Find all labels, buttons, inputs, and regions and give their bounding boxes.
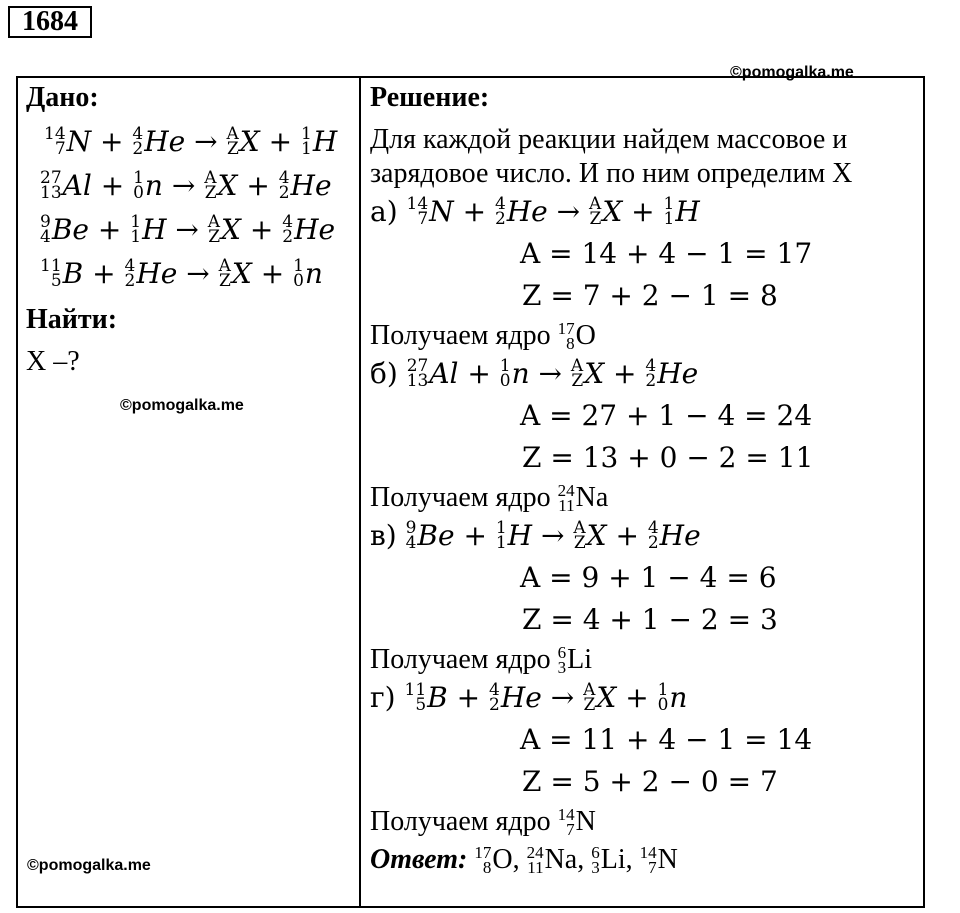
- nuclide: [658, 681, 688, 714]
- charge-number: 0: [657, 694, 669, 715]
- mass-number: 6: [591, 842, 600, 862]
- element-symbol: He: [657, 357, 699, 390]
- plus-sign: +: [458, 357, 500, 390]
- mass-number: 9: [40, 211, 51, 232]
- charge-number: 3: [557, 657, 567, 677]
- element-symbol: Al: [429, 357, 459, 390]
- part-label: б): [370, 357, 407, 390]
- solution-intro-line1: Для каждой реакции найдем массовое и: [370, 124, 848, 155]
- answer-nuclides: [474, 844, 678, 875]
- nuclide: [589, 195, 622, 228]
- nuclide: [648, 519, 701, 552]
- element-symbol: X: [584, 357, 605, 390]
- mass-number: 4: [132, 123, 144, 144]
- arrow-sign: →: [529, 357, 571, 390]
- part-result: [370, 482, 608, 515]
- element-symbol: N: [66, 125, 92, 158]
- nuclide-numbers: [226, 123, 239, 159]
- charge-number: 5: [415, 694, 427, 715]
- mass-equation: A = 9 + 1 − 4 = 6: [520, 561, 777, 594]
- mass-number: 1: [495, 517, 507, 538]
- nuclide-numbers: [293, 255, 304, 291]
- nuclide-numbers: [639, 842, 657, 877]
- nuclide: [558, 482, 609, 513]
- nuclide-numbers: [44, 123, 66, 159]
- nuclide-numbers: [647, 517, 659, 553]
- nuclide-numbers: [557, 318, 575, 353]
- result-prefix: Получаем ядро: [370, 482, 558, 513]
- charge-number: 11: [527, 857, 544, 877]
- nuclide-numbers: [657, 679, 669, 715]
- element-symbol: Li: [600, 844, 626, 875]
- nuclide: [645, 357, 698, 390]
- nuclide: [591, 844, 625, 875]
- charge-number: 7: [566, 819, 575, 839]
- element-symbol: N: [657, 844, 678, 875]
- plus-sign: +: [251, 257, 294, 290]
- charge-number: 1: [130, 226, 142, 247]
- part-reaction: [370, 355, 699, 391]
- reaction: [40, 213, 335, 246]
- nuclide-numbers: [204, 167, 217, 203]
- reaction: [405, 681, 688, 714]
- reaction: [44, 125, 337, 158]
- arrow-sign: →: [547, 195, 590, 228]
- nuclide-numbers: [282, 211, 294, 247]
- solution-intro-line2: зарядовое число. И по ним определим X: [370, 158, 853, 189]
- mass-number: 11: [404, 679, 427, 700]
- part-result: [370, 806, 596, 839]
- mass-number: A: [589, 193, 602, 214]
- nuclide-numbers: [557, 804, 575, 839]
- nuclide: [558, 320, 596, 351]
- arrow-sign: →: [177, 257, 219, 290]
- element-symbol: Be: [51, 213, 89, 246]
- element-symbol: He: [144, 125, 186, 158]
- charge-number: 7: [417, 208, 429, 229]
- reaction: [407, 357, 699, 390]
- plus-sign: +: [447, 681, 489, 714]
- charge-number: 2: [124, 270, 136, 291]
- mass-equation: A = 27 + 1 − 4 = 24: [520, 399, 813, 432]
- nuclide: [558, 644, 592, 675]
- part-reaction: [370, 193, 700, 229]
- nuclide-numbers: [557, 642, 567, 677]
- nuclide: [293, 257, 323, 290]
- nuclide: [406, 519, 455, 552]
- nuclide-numbers: [278, 167, 290, 203]
- charge-number: 11: [558, 495, 575, 515]
- mass-number: 1: [657, 679, 669, 700]
- nuclide: [40, 257, 83, 290]
- nuclide-numbers: [130, 211, 142, 247]
- plus-sign: +: [259, 125, 301, 158]
- nuclide-numbers: [133, 167, 144, 203]
- charge-number: Z: [573, 532, 586, 553]
- charge-number: 13: [406, 370, 429, 391]
- mass-number: 24: [557, 480, 575, 500]
- reaction: [406, 519, 701, 552]
- solution-heading: Решение:: [370, 82, 490, 113]
- element-symbol: He: [506, 195, 548, 228]
- element-symbol: X: [602, 195, 623, 228]
- nuclide: [208, 213, 241, 246]
- charge-number: 0: [499, 370, 511, 391]
- plus-sign: +: [604, 357, 646, 390]
- plus-sign: +: [237, 169, 279, 202]
- nuclide-numbers: [557, 480, 575, 515]
- mass-number: 24: [526, 842, 544, 862]
- element-symbol: Be: [417, 519, 455, 552]
- watermark-bottom: ©pomogalka.me: [27, 857, 151, 874]
- mass-number: 4: [278, 167, 290, 188]
- given-reaction: [40, 167, 332, 203]
- mass-number: 14: [44, 123, 66, 144]
- part-label: г): [370, 681, 405, 714]
- charge-number: 0: [133, 182, 144, 203]
- mass-number: 17: [557, 318, 575, 338]
- plus-sign: +: [622, 195, 664, 228]
- element-symbol: n: [669, 681, 688, 714]
- charge-number: 1: [663, 208, 675, 229]
- mass-number: 14: [557, 804, 575, 824]
- nuclide-numbers: [124, 255, 136, 291]
- nuclide-numbers: [583, 679, 596, 715]
- arrow-sign: →: [185, 125, 227, 158]
- nuclide-numbers: [488, 679, 500, 715]
- mass-number: 1: [293, 255, 304, 276]
- element-symbol: Al: [62, 169, 92, 202]
- nuclide-numbers: [40, 211, 51, 247]
- nuclide: [571, 357, 604, 390]
- nuclide-numbers: [494, 193, 506, 229]
- element-symbol: N: [429, 195, 454, 228]
- watermark-middle: ©pomogalka.me: [120, 397, 244, 414]
- nuclide-numbers: [645, 355, 657, 391]
- mass-number: 4: [282, 211, 294, 232]
- charge-number: Z: [571, 370, 584, 391]
- element-symbol: He: [500, 681, 542, 714]
- nuclide: [133, 169, 163, 202]
- element-symbol: H: [312, 125, 338, 158]
- charge-number: 7: [648, 857, 657, 877]
- nuclide-numbers: [570, 355, 584, 391]
- part-reaction: [370, 679, 688, 715]
- charge-number: 2: [278, 182, 290, 203]
- mass-number: A: [583, 679, 596, 700]
- nuclide-numbers: [406, 193, 429, 229]
- mass-number: 4: [488, 679, 500, 700]
- element-symbol: X: [221, 213, 241, 246]
- plus-sign: +: [91, 169, 134, 202]
- element-symbol: H: [507, 519, 533, 552]
- element-symbol: He: [294, 213, 336, 246]
- nuclide-numbers: [207, 211, 221, 247]
- plus-sign: +: [88, 213, 131, 246]
- arrow-sign: →: [532, 519, 574, 552]
- charge-number: Z: [208, 226, 221, 247]
- mass-equation: A = 14 + 4 − 1 = 17: [520, 237, 813, 270]
- arrow-sign: →: [541, 681, 584, 714]
- charge-equation: Z = 7 + 2 − 1 = 8: [522, 279, 778, 312]
- charge-number: 3: [591, 857, 600, 877]
- charge-number: 8: [566, 333, 575, 353]
- plus-sign: +: [91, 125, 133, 158]
- result-prefix: Получаем ядро: [370, 320, 558, 351]
- given-reaction: [40, 211, 336, 247]
- mass-number: 14: [406, 193, 429, 214]
- find-heading: Найти:: [26, 304, 118, 335]
- nuclide: [583, 681, 616, 714]
- charge-number: 4: [405, 532, 417, 553]
- result-prefix: Получаем ядро: [370, 644, 558, 675]
- nuclide-numbers: [663, 193, 675, 229]
- element-symbol: H: [675, 195, 700, 228]
- nuclide-numbers: [132, 123, 144, 159]
- charge-number: 8: [482, 857, 492, 877]
- reaction: [407, 195, 700, 228]
- answer-separator: ,: [577, 844, 592, 875]
- charge-number: Z: [589, 208, 602, 229]
- nuclide-numbers: [406, 355, 429, 391]
- element-symbol: X: [586, 519, 607, 552]
- element-symbol: X: [231, 257, 252, 290]
- nuclide: [500, 357, 530, 390]
- nuclide-numbers: [573, 517, 586, 553]
- given-reaction: [44, 123, 338, 159]
- element-symbol: H: [142, 213, 167, 246]
- charge-equation: Z = 13 + 0 − 2 = 11: [522, 441, 814, 474]
- nuclide: [40, 169, 92, 202]
- nuclide: [405, 681, 448, 714]
- mass-number: 27: [406, 355, 429, 376]
- charge-number: 2: [282, 226, 294, 247]
- mass-number: 9: [405, 517, 417, 538]
- part-result: [370, 320, 596, 353]
- nuclide: [496, 519, 532, 552]
- mass-number: 11: [40, 255, 62, 276]
- nuclide: [407, 357, 459, 390]
- charge-number: 2: [132, 138, 144, 159]
- charge-number: Z: [219, 270, 231, 291]
- charge-number: 13: [40, 182, 62, 203]
- nuclide: [279, 169, 332, 202]
- element-symbol: B: [62, 257, 84, 290]
- mass-number: 1: [300, 123, 312, 144]
- plus-sign: +: [454, 519, 496, 552]
- element-symbol: X: [217, 169, 238, 202]
- charge-number: 0: [293, 270, 304, 291]
- plus-sign: +: [606, 519, 648, 552]
- problem-number: 1684: [8, 6, 92, 38]
- part-result: [370, 644, 592, 677]
- mass-number: 14: [639, 842, 657, 862]
- reaction: [40, 169, 332, 202]
- arrow-sign: →: [162, 169, 205, 202]
- element-symbol: Na: [544, 844, 578, 875]
- nuclide: [407, 195, 454, 228]
- find-text: X –?: [26, 346, 80, 377]
- nuclide: [130, 213, 166, 246]
- mass-number: A: [570, 355, 584, 376]
- nuclide: [527, 844, 578, 875]
- watermark-top: ©pomogalka.me: [730, 64, 854, 81]
- charge-number: 2: [488, 694, 500, 715]
- mass-number: 27: [40, 167, 62, 188]
- part-label: а): [370, 195, 407, 228]
- plus-sign: +: [83, 257, 125, 290]
- nuclide: [664, 195, 700, 228]
- mass-number: 4: [645, 355, 657, 376]
- given-reaction: [40, 255, 323, 291]
- part-label: в): [370, 519, 406, 552]
- nuclide: [40, 213, 89, 246]
- nuclide-numbers: [495, 517, 507, 553]
- element-symbol: N: [575, 806, 596, 837]
- nuclide-numbers: [499, 355, 511, 391]
- reaction: [40, 257, 323, 290]
- mass-number: 1: [499, 355, 511, 376]
- nuclide-numbers: [526, 842, 544, 877]
- plus-sign: +: [453, 195, 495, 228]
- nuclide: [489, 681, 542, 714]
- answer-separator: ,: [625, 844, 640, 875]
- element-symbol: B: [427, 681, 448, 714]
- nuclide: [640, 844, 678, 875]
- nuclide: [227, 125, 260, 158]
- nuclide: [204, 169, 237, 202]
- charge-number: 5: [50, 270, 62, 291]
- charge-number: 7: [54, 138, 66, 159]
- charge-equation: Z = 5 + 2 − 0 = 7: [522, 765, 778, 798]
- mass-number: 4: [494, 193, 506, 214]
- mass-number: 4: [124, 255, 136, 276]
- column-divider: [359, 76, 361, 908]
- charge-number: Z: [204, 182, 217, 203]
- nuclide: [573, 519, 606, 552]
- nuclide-numbers: [218, 255, 231, 291]
- charge-number: Z: [226, 138, 239, 159]
- mass-number: A: [207, 211, 221, 232]
- mass-number: A: [204, 167, 217, 188]
- element-symbol: Na: [575, 482, 609, 513]
- nuclide: [495, 195, 548, 228]
- charge-number: 1: [300, 138, 312, 159]
- nuclide-numbers: [405, 517, 417, 553]
- element-symbol: n: [511, 357, 530, 390]
- nuclide: [474, 844, 512, 875]
- charge-number: 4: [40, 226, 51, 247]
- charge-number: 2: [494, 208, 506, 229]
- mass-number: 17: [474, 842, 492, 862]
- mass-number: 4: [647, 517, 659, 538]
- arrow-sign: →: [166, 213, 208, 246]
- result-prefix: Получаем ядро: [370, 806, 558, 837]
- element-symbol: He: [659, 519, 701, 552]
- nuclide-numbers: [591, 842, 600, 877]
- answer-separator: ,: [512, 844, 527, 875]
- nuclide: [132, 125, 185, 158]
- answer-label: Ответ:: [370, 844, 468, 875]
- nuclide-numbers: [300, 123, 312, 159]
- nuclide: [301, 125, 337, 158]
- mass-number: 1: [663, 193, 675, 214]
- nuclide-numbers: [589, 193, 602, 229]
- nuclide-numbers: [40, 167, 62, 203]
- nuclide: [44, 125, 91, 158]
- element-symbol: X: [239, 125, 260, 158]
- part-reaction: [370, 517, 701, 553]
- mass-equation: A = 11 + 4 − 1 = 14: [520, 723, 813, 756]
- element-symbol: n: [144, 169, 163, 202]
- answer-line: [370, 844, 678, 877]
- nuclide: [124, 257, 177, 290]
- charge-number: 1: [495, 532, 507, 553]
- element-symbol: X: [596, 681, 617, 714]
- given-heading: Дано:: [26, 82, 99, 113]
- nuclide: [558, 806, 596, 837]
- charge-number: Z: [583, 694, 596, 715]
- nuclide: [282, 213, 335, 246]
- nuclide-numbers: [474, 842, 492, 877]
- element-symbol: O: [492, 844, 513, 875]
- element-symbol: n: [304, 257, 323, 290]
- mass-number: A: [218, 255, 231, 276]
- element-symbol: O: [575, 320, 596, 351]
- element-symbol: He: [136, 257, 178, 290]
- mass-number: A: [226, 123, 239, 144]
- mass-number: 1: [133, 167, 144, 188]
- plus-sign: +: [616, 681, 658, 714]
- element-symbol: He: [290, 169, 332, 202]
- mass-number: A: [573, 517, 586, 538]
- element-symbol: Li: [567, 644, 592, 675]
- charge-number: 2: [647, 532, 659, 553]
- charge-equation: Z = 4 + 1 − 2 = 3: [522, 603, 778, 636]
- nuclide-numbers: [40, 255, 62, 291]
- plus-sign: +: [240, 213, 283, 246]
- nuclide: [219, 257, 252, 290]
- mass-number: 1: [130, 211, 142, 232]
- nuclide-numbers: [404, 679, 427, 715]
- charge-number: 2: [645, 370, 657, 391]
- mass-number: 6: [557, 642, 567, 662]
